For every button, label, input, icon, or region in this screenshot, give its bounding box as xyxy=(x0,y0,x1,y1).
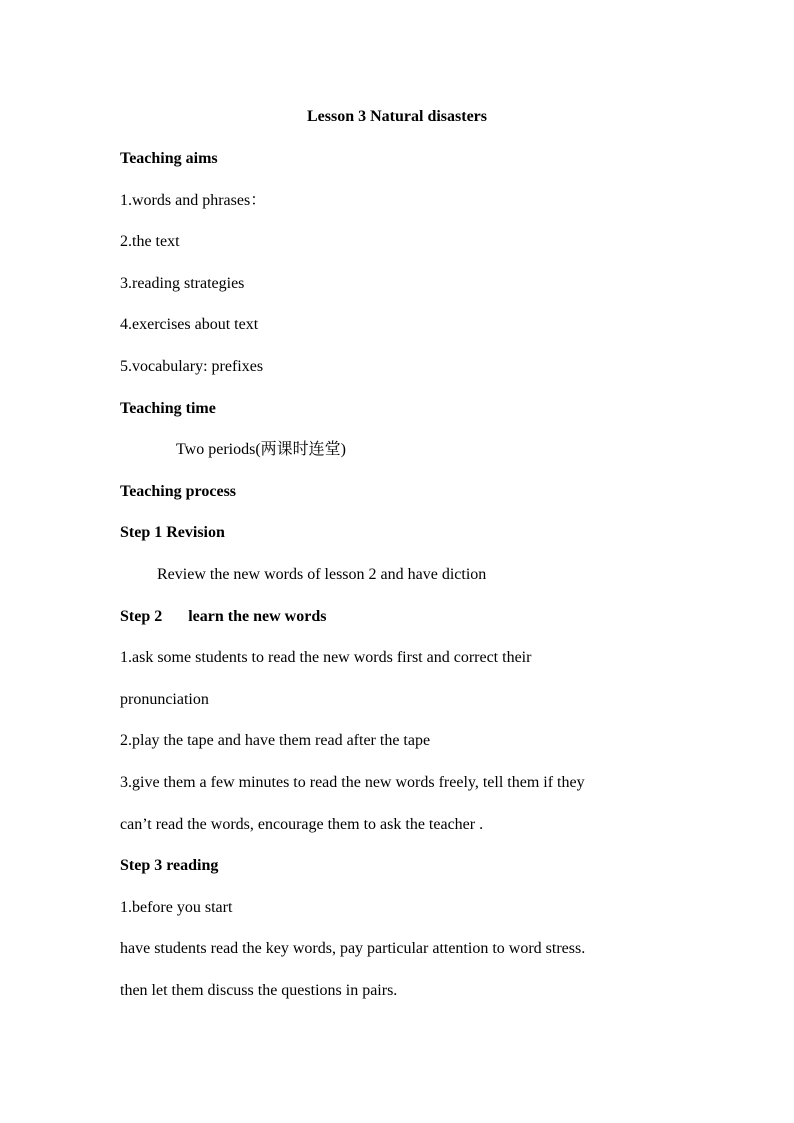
step1-text: Review the new words of lesson 2 and have diction xyxy=(157,566,487,583)
aim-item-1: 1.words and phrases： xyxy=(120,192,267,209)
document-title: Lesson 3 Natural disasters xyxy=(306,108,487,125)
aim-item-5: 5.vocabulary: prefixes xyxy=(120,358,264,375)
step2-title: learn the new words xyxy=(188,608,327,625)
step2-item-1-cont: pronunciation xyxy=(120,691,209,708)
step3-item-1-detail-2: then let them discuss the questions in pairs. xyxy=(120,982,398,999)
step3-item-1: 1.before you start xyxy=(120,899,233,916)
aim-item-4: 4.exercises about text xyxy=(120,316,259,333)
step2-item-1: 1.ask some students to read the new words first and correct their xyxy=(120,649,532,666)
step2-item-3: 3.give them a few minutes to read the new words freely, tell them if they xyxy=(120,774,585,791)
teaching-process-heading: Teaching process xyxy=(120,483,237,500)
step2-label: Step 2 xyxy=(120,608,163,625)
aim-item-3: 3.reading strategies xyxy=(120,275,245,292)
teaching-time-value: Two periods(两课时连堂) xyxy=(176,441,346,458)
step3-item-1-detail: have students read the key words, pay particular attention to word stress. xyxy=(120,940,586,957)
step2-item-2: 2.play the tape and have them read after the tape xyxy=(120,732,431,749)
step1-heading: Step 1 Revision xyxy=(120,524,225,541)
step3-heading: Step 3 reading xyxy=(120,857,219,874)
step2-item-3-cont: can’t read the words, encourage them to ask the teacher . xyxy=(120,816,484,833)
teaching-time-heading: Teaching time xyxy=(120,400,216,417)
teaching-aims-heading: Teaching aims xyxy=(120,150,218,167)
aim-item-2: 2.the text xyxy=(120,233,180,250)
step2-heading xyxy=(120,607,326,627)
